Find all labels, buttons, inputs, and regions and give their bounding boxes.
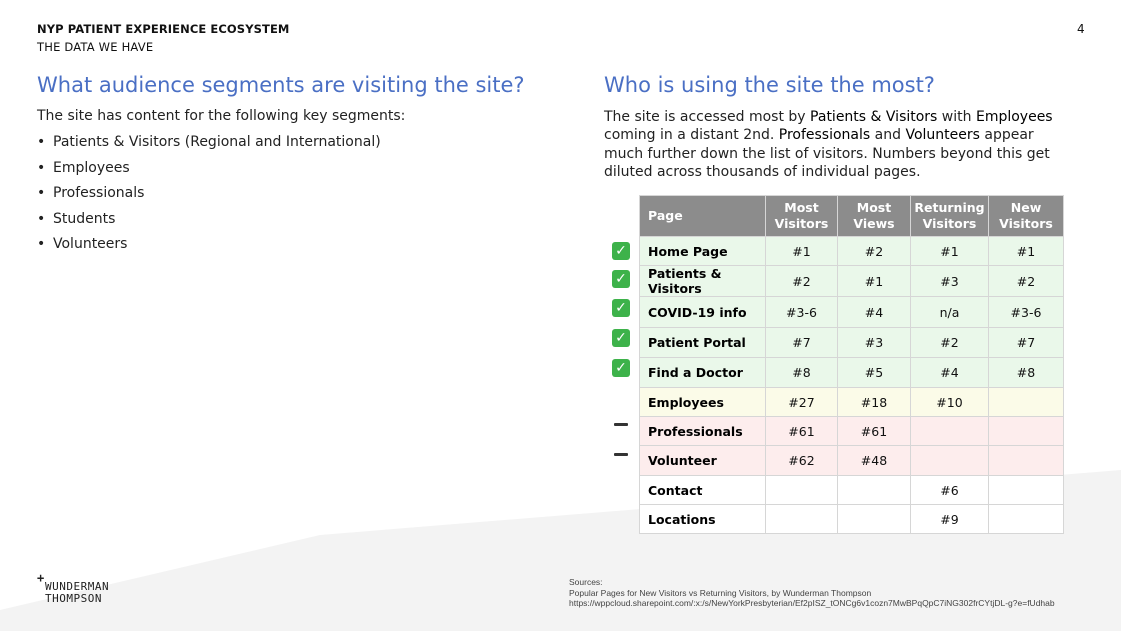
table-cell: #2 bbox=[911, 328, 989, 358]
table-row bbox=[640, 297, 1064, 328]
table-cell: #27 bbox=[766, 388, 838, 417]
table-cell: Employees bbox=[640, 388, 766, 417]
table-cell: Patients & Visitors bbox=[640, 266, 766, 297]
table-cell bbox=[911, 417, 989, 446]
left-heading: What audience segments are visiting the site? bbox=[37, 73, 525, 97]
list-item: • Patients & Visitors (Regional and International) bbox=[37, 134, 381, 150]
table-row bbox=[640, 476, 1064, 505]
table-cell: #10 bbox=[911, 388, 989, 417]
table-cell: #3-6 bbox=[766, 297, 838, 328]
table-cell: #8 bbox=[766, 358, 838, 388]
table-cell: #5 bbox=[838, 358, 911, 388]
table-cell bbox=[838, 505, 911, 534]
table-cell: #61 bbox=[766, 417, 838, 446]
bullet-icon: • bbox=[37, 134, 46, 150]
table-row bbox=[640, 358, 1064, 388]
table-row bbox=[640, 417, 1064, 446]
table-cell bbox=[989, 388, 1064, 417]
sources-note: Sources: Popular Pages for New Visitors vs Returning Visitors, by Wunderman Thompson https://wppcloud.sharepoint.com/:x:/s/NewYorkPresbyterian/Ef2pISZ_tONCg6v1cozn7MwBPqQpC7iNG302frCYtjDL-g?e=fUdhab bbox=[569, 577, 1055, 608]
table-cell: #9 bbox=[911, 505, 989, 534]
table-cell bbox=[989, 417, 1064, 446]
minus-icon bbox=[614, 423, 628, 426]
table-cell bbox=[766, 476, 838, 505]
list-item: • Professionals bbox=[37, 185, 145, 202]
table-cell: #2 bbox=[766, 266, 838, 297]
bullet-icon: • bbox=[37, 210, 46, 227]
table-row bbox=[640, 446, 1064, 476]
brand-title: NYP PATIENT EXPERIENCE ECOSYSTEM bbox=[37, 22, 290, 36]
list-item: • Students bbox=[37, 210, 116, 227]
table-cell: #48 bbox=[838, 446, 911, 476]
table-cell bbox=[989, 505, 1064, 534]
list-item: • Employees bbox=[37, 159, 130, 176]
table-cell: Contact bbox=[640, 476, 766, 505]
list-item: • Volunteers bbox=[37, 236, 128, 253]
bullet-icon: • bbox=[37, 185, 46, 202]
table-cell: #3-6 bbox=[989, 297, 1064, 328]
table-cell bbox=[766, 505, 838, 534]
table-cell: #62 bbox=[766, 446, 838, 476]
segment-list bbox=[37, 133, 381, 261]
table-cell: #7 bbox=[989, 328, 1064, 358]
table-header-row bbox=[640, 196, 1064, 237]
table-cell bbox=[989, 476, 1064, 505]
left-intro: The site has content for the following key segments: bbox=[37, 108, 406, 124]
minus-icon bbox=[614, 453, 628, 456]
table-cell bbox=[989, 446, 1064, 476]
table-cell: #3 bbox=[911, 266, 989, 297]
table-cell: #61 bbox=[838, 417, 911, 446]
white-check-mark-icon: ✓ bbox=[612, 270, 630, 288]
table-cell: n/a bbox=[911, 297, 989, 328]
table-cell: #8 bbox=[989, 358, 1064, 388]
table-cell: Find a Doctor bbox=[640, 358, 766, 388]
column-header: Most Views bbox=[838, 196, 911, 237]
table-cell: COVID-19 info bbox=[640, 297, 766, 328]
table-cell: Patient Portal bbox=[640, 328, 766, 358]
column-header: Most Visitors bbox=[766, 196, 838, 237]
table-row bbox=[640, 237, 1064, 266]
table-cell: #1 bbox=[911, 237, 989, 266]
section-subtitle: THE DATA WE HAVE bbox=[37, 40, 154, 54]
page-number: 4 bbox=[1077, 22, 1085, 36]
table-cell: #6 bbox=[911, 476, 989, 505]
white-check-mark-icon: ✓ bbox=[612, 359, 630, 377]
bullet-icon: • bbox=[37, 236, 46, 253]
table-cell: #2 bbox=[838, 237, 911, 266]
table-cell: #18 bbox=[838, 388, 911, 417]
plus-icon: + bbox=[37, 571, 45, 585]
table-cell bbox=[911, 446, 989, 476]
table-cell: #4 bbox=[911, 358, 989, 388]
table-cell: #3 bbox=[838, 328, 911, 358]
table-cell: Locations bbox=[640, 505, 766, 534]
table-cell bbox=[838, 476, 911, 505]
table-cell: #7 bbox=[766, 328, 838, 358]
column-header: New Visitors bbox=[989, 196, 1064, 237]
table-cell: #1 bbox=[766, 237, 838, 266]
table-cell: Volunteer bbox=[640, 446, 766, 476]
table-cell: #2 bbox=[989, 266, 1064, 297]
table-cell: Professionals bbox=[640, 417, 766, 446]
right-paragraph: The site is accessed most by Patients & Visitors with Employees coming in a distant 2nd. Professionals and Volunteers appear much further down the list of visitors. Numbers beyond this get diluted across thousands of individual pages. bbox=[604, 109, 1053, 181]
white-check-mark-icon: ✓ bbox=[612, 329, 630, 347]
table-cell: #1 bbox=[838, 266, 911, 297]
table-row bbox=[640, 328, 1064, 358]
table-row bbox=[640, 505, 1064, 534]
bullet-icon: • bbox=[37, 159, 46, 176]
table-cell: #4 bbox=[838, 297, 911, 328]
table-row bbox=[640, 388, 1064, 417]
table-cell: Home Page bbox=[640, 237, 766, 266]
table-cell: #1 bbox=[989, 237, 1064, 266]
right-heading: Who is using the site the most? bbox=[604, 73, 935, 97]
column-header: Page bbox=[640, 196, 766, 237]
table-row bbox=[640, 266, 1064, 297]
white-check-mark-icon: ✓ bbox=[612, 242, 630, 260]
column-header: Returning Visitors bbox=[911, 196, 989, 237]
white-check-mark-icon: ✓ bbox=[612, 299, 630, 317]
page-ranking-table bbox=[639, 195, 1064, 534]
